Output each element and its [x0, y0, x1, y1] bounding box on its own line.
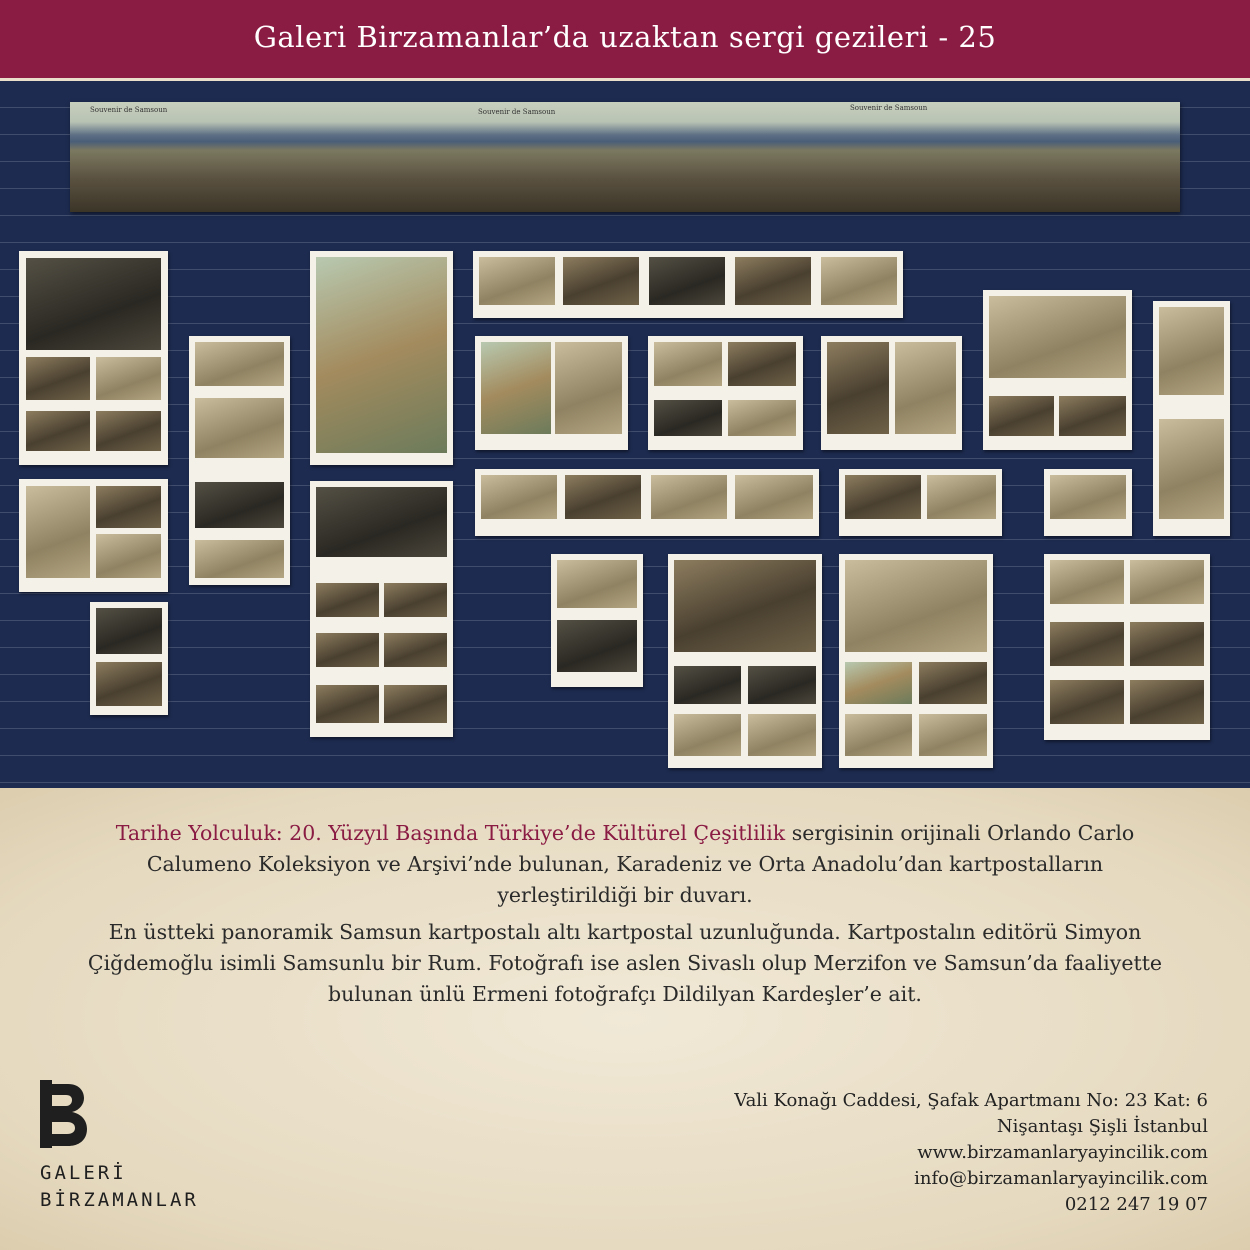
- postcard-image: [1050, 475, 1126, 519]
- postcard-image: [654, 342, 722, 386]
- postcard-image: [845, 662, 912, 704]
- postcard-panel: [821, 336, 962, 450]
- postcard-image: [26, 486, 90, 578]
- postcard-image: [384, 633, 447, 667]
- postcard-image: [195, 540, 284, 578]
- panorama-caption: Souvenir de Samsoun: [850, 104, 928, 112]
- postcard-panel: [189, 336, 290, 585]
- postcard-image: [195, 398, 284, 458]
- postcard-panel: [475, 336, 628, 450]
- postcard-image: [919, 714, 987, 756]
- phone-number: 0212 247 19 07: [1064, 1194, 1208, 1215]
- postcard-image: [316, 685, 379, 723]
- postcard-image: [1050, 560, 1124, 604]
- header-banner: [0, 0, 1250, 81]
- postcard-image: [96, 534, 161, 578]
- postcard-image: [96, 486, 161, 528]
- postcard-image: [195, 342, 284, 386]
- gallery-logo: [40, 1080, 199, 1214]
- postcard-image: [827, 342, 889, 434]
- postcard-image: [555, 342, 622, 434]
- panorama-caption: Souvenir de Samsoun: [478, 108, 556, 116]
- postcard-image: [557, 560, 637, 608]
- postcard-image: [316, 583, 379, 617]
- postcard-image: [821, 257, 897, 305]
- postcard-image: [651, 475, 727, 519]
- postcard-panel: [1044, 554, 1210, 740]
- panorama-caption: Souvenir de Samsoun: [90, 106, 168, 114]
- postcard-image: [565, 475, 641, 519]
- postcard-image: [557, 620, 637, 672]
- description-paragraph: [80, 818, 1170, 911]
- postcard-panel: [19, 479, 168, 592]
- postcard-image: [96, 662, 162, 706]
- postcard-image: [384, 583, 447, 617]
- postcard-panel: [310, 481, 453, 737]
- postcard-image: [989, 296, 1126, 378]
- postcard-image: [384, 685, 447, 723]
- postcard-image: [26, 357, 90, 400]
- postcard-image: [26, 258, 161, 350]
- address-line: Nişantaşı Şişli İstanbul: [996, 1116, 1208, 1137]
- postcard-image: [654, 400, 722, 436]
- postcard-image: [919, 662, 987, 704]
- address-line: Vali Konağı Caddesi, Şafak Apartmanı No: 23 Kat: 6: [734, 1090, 1208, 1111]
- postcard-panel: [475, 469, 819, 536]
- postcard-image: [927, 475, 996, 519]
- exhibition-description: [80, 818, 1170, 1016]
- postcard-image: [1050, 622, 1124, 666]
- postcard-image: [895, 342, 956, 434]
- postcard-image: [479, 257, 555, 305]
- postcard-panel: [19, 251, 168, 465]
- postcard-panel: [983, 290, 1132, 450]
- postcard-panel: [1044, 469, 1132, 536]
- postcard-panel: [473, 251, 903, 318]
- postcard-panel: [839, 469, 1002, 536]
- contact-block: [734, 1088, 1208, 1218]
- postcard-image: [1130, 622, 1204, 666]
- postcard-image: [845, 560, 987, 652]
- description-paragraph: En üstteki panoramik Samsun kartpostalı altı kartpostal uzunluğunda. Kartpostalın editörü Simyon Çiğdemoğlu isimli Samsunlu bir Rum. Fotoğrafı ise aslen Sivaslı olup Merzifon ve Samsun’da faaliyette bulunan ünlü Ermeni fotoğrafçı Dildilyan Kardeşler’e ait.: [87, 920, 1163, 1006]
- postcard-panel: [1153, 301, 1230, 536]
- postcard-image: [1159, 307, 1224, 395]
- logo-text-line: BİRZAMANLAR: [40, 1189, 199, 1211]
- postcard-image: [728, 342, 796, 386]
- postcard-image: [1130, 680, 1204, 724]
- postcard-image: [989, 396, 1054, 436]
- postcard-image: [735, 257, 811, 305]
- postcard-image: [195, 482, 284, 528]
- panorama-postcard: [70, 102, 1180, 212]
- birzamanlar-logo-icon: [40, 1080, 90, 1148]
- postcard-image: [96, 411, 161, 451]
- postcard-panel: [90, 602, 168, 715]
- postcard-panel: [648, 336, 803, 450]
- postcard-image: [316, 257, 447, 453]
- logo-text-line: GALERİ: [40, 1162, 127, 1184]
- postcard-image: [728, 400, 796, 436]
- postcard-image: [1130, 560, 1204, 604]
- postcard-image: [748, 714, 816, 756]
- postcard-panel: [551, 554, 643, 687]
- exhibition-title: Tarihe Yolculuk: 20. Yüzyıl Başında Türkiye’de Kültürel Çeşitlilik: [115, 821, 786, 845]
- postcard-image: [1050, 680, 1124, 724]
- postcard-image: [316, 487, 447, 557]
- postcard-panel: [310, 251, 453, 465]
- postcard-image: [96, 357, 161, 400]
- postcard-image: [649, 257, 725, 305]
- postcard-image: [735, 475, 813, 519]
- email-link[interactable]: info@birzamanlaryayincilik.com: [914, 1168, 1208, 1189]
- postcard-image: [1059, 396, 1126, 436]
- postcard-image: [674, 666, 741, 704]
- postcard-image: [674, 560, 816, 652]
- postcard-image: [845, 475, 921, 519]
- postcard-panel: [668, 554, 822, 768]
- postcard-image: [316, 633, 379, 667]
- postcard-image: [748, 666, 816, 704]
- postcard-image: [563, 257, 639, 305]
- postcard-image: [481, 342, 551, 434]
- postcard-image: [845, 714, 912, 756]
- postcard-panel: [839, 554, 993, 768]
- postcard-image: [96, 608, 162, 654]
- website-link[interactable]: www.birzamanlaryayincilik.com: [917, 1142, 1208, 1163]
- description-text: sergisinin orijinali Orlando Carlo Calumeno Koleksiyon ve Arşivi’nde bulunan, Karadeniz ve Orta Anadolu’dan kartpostalların yerleştirildiği bir duvarı.: [146, 821, 1135, 907]
- postcard-image: [26, 411, 90, 451]
- page-title: Galeri Birzamanlar’da uzaktan sergi gezileri - 25: [253, 20, 997, 54]
- postcard-image: [481, 475, 557, 519]
- postcard-image: [674, 714, 741, 756]
- postcard-image: [1159, 419, 1224, 519]
